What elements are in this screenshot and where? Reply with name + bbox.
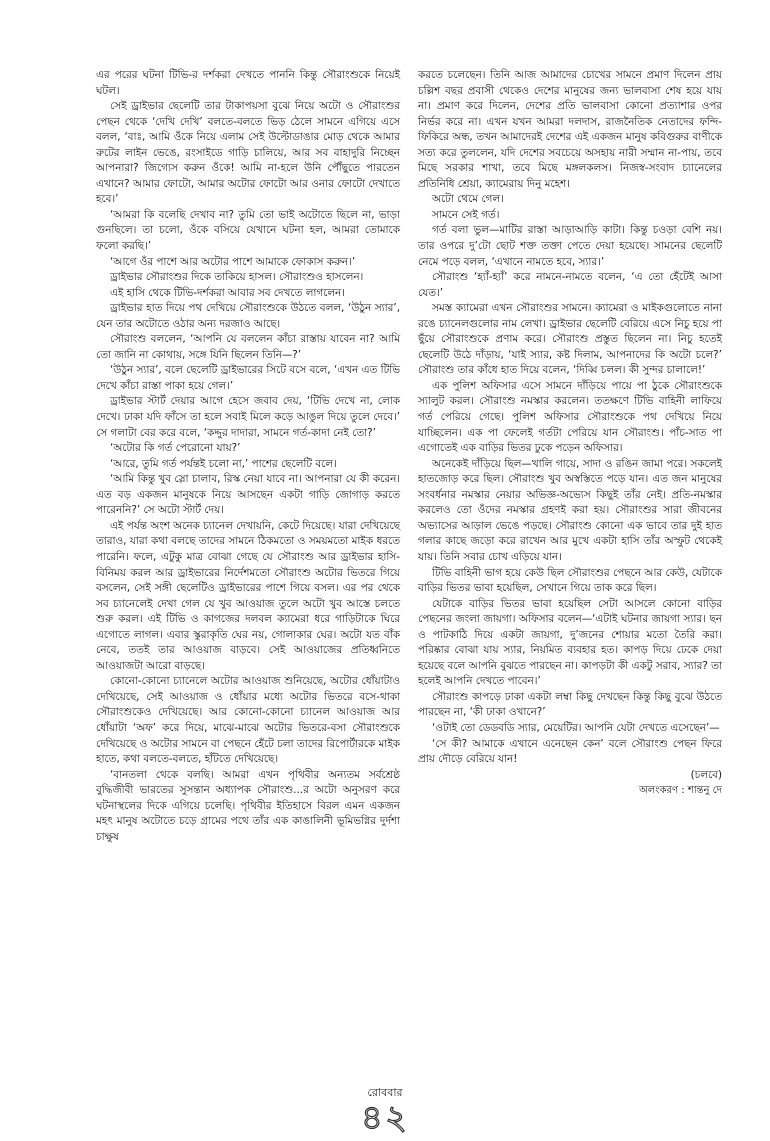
illustration-credit: অলংকরণ : শান্তনু দে [639, 785, 722, 797]
paragraph: ‘উঠুন স্যার’, বলে ছেলেটি ড্রাইভারের সিটে বসে বলে, ‘এখন এত টিভি দেখে কাঁচা রাস্তা পাকা হয়ে গেল।’ [96, 364, 400, 392]
paragraph: সমস্ত ক্যামেরা এখন সৌরাংশুর সামনে। ক্যামেরা ও মাইকগুলোতে নানা রঙে চ্যানেলগুলোর নাম লেখা। ড্রাইভার ছেলেটি বেরিয়ে এসে নিচু হয়ে পা ছুঁয়ে সৌরাংশুকে প্রণাম করে। সৌরাংশু প্রস্তুত ছিলেন না। নিচু হতেই ছেলেটি উঠে দাঁড়ায়, ‘যাই স্যার, কষ্ট দিলাম, আপনাদের কি অটো চলে?’ সৌরাংশু তার কাঁধে হাত দিয়ে বলেন, ‘দিব্বি চলল। কী সুন্দর চালালে!’ [418, 302, 722, 377]
paragraph: অটো থেমে গেল। [432, 193, 504, 206]
paragraph: ‘আমি কিন্তু খুব স্লো চালাব, রিস্ক নেয়া যাবে না। আপনারা যে কী করেন। এত বড় একজন মানুষকে নিয়ে আসছেন একটা গাড়ি জোগাড় করতে পারেননি?’ সে অটো স্টার্ট দেয়। [96, 473, 400, 517]
paragraph: সৌরাংশু কাপড়ে ঢাকা একটা লম্বা কিছু দেখছেন কিন্তু কিছু বুঝে উঠতে পারছেন না, ‘কী ঢাকা ওখানে?’ [418, 690, 722, 719]
paragraph: এক পুলিশ অফিসার এসে সামনে দাঁড়িয়ে পায়ে পা ঠুকে সৌরাংশুকে স্যালুট করল। সৌরাংশু নমস্কার করলেন। ততক্ষণে টিভি বাহিনী লাফিয়ে গর্ত পেরিয়ে গেছে। পুলিশ অফিসার সৌরাংশুকে পথ দেখিয়ে নিয়ে যাচ্ছিলেন। এক পা ফেলেই গর্তটা পেরিয়ে যান সৌরাংশু। পাঁচ-সাত পা এগোতেই এক বাড়ির ভিতর ঢুকে পড়েন অফিসার। [418, 379, 722, 455]
left-text-column [96, 68, 400, 845]
paragraph: ড্রাইভার স্টার্ট দেয়ার আগে হেসে জবাব দেয়, ‘টিভি দেখে না, লোক দেখে। ঢাকা যদি ফাঁসে তা হলে সবাই মিলে কড়ে আঙুল দিয়ে তুলে দেবে।’ সে গলাটা বের করে বলে, ‘কদ্দুর দাদারা, সামনে গর্ত-কাদা নেই তো?’ [96, 395, 400, 439]
paragraph: ড্রাইভার হাত দিয়ে পথ দেখিয়ে সৌরাংশুকে উঠতে বলল, ‘উঠুন স্যার’, যেন তার অটোতে ওঠার অন্য দরজাও আছে। [96, 302, 400, 330]
page-footer [0, 1086, 770, 1136]
paragraph: ‘অটোর কি গর্ত পেরোনো যায়?’ [110, 442, 241, 455]
paragraph: সৌরাংশু বললেন, ‘আপনি যে বললেন কাঁচা রাস্তায় যাবেন না? আমি তো জানি না কোথায়, সঙ্গে যিনি ছিলেন তিনি—?’ [96, 333, 400, 361]
paragraph: ‘সে কী? আমাকে এখানে এনেছেন কেন’ বলে সৌরাংশু পেছন ফিরে প্রায় দৌড়ে বেরিয়ে যান! [418, 737, 722, 766]
paragraph: ‘ওটাই তো ডেডবডি স্যার, মেয়েটির। আপনি যেটা দেখতে এসেছেন’— [432, 721, 720, 734]
paragraph: ‘আগে ওঁর পাশে আর অটোর পাশে আমাকে ফোকাস করুন।’ [110, 255, 356, 268]
paragraph: এই হাসি থেকে টিভি-দর্শকরা আবার সব দেখতে লাগলেন। [110, 286, 345, 299]
magazine-name: রোববার [367, 1086, 403, 1099]
to-be-continued-note: (চলবে) [690, 768, 722, 781]
paragraph: ‘আমরা কি বলেছি দেখাব না? তুমি তো ভাই অটোতে ছিলে না, ভাড়া গুনছিলে। তা চলো, ওঁকে বসিয়ে যেখানে ঘটনা হল, আমরা তোমাকে ফলো করছি।’ [96, 208, 400, 253]
paragraph: এর পরের ঘটনা টিভি-র দর্শকরা দেখতে পাননি কিন্তু সৌরাংশুকে নিয়েই ঘটল। [96, 69, 400, 97]
paragraph: ‘আরে, তুমি গর্ত পর্যন্তই চলো না,’ পাশের ছেলেটি বলে। [110, 457, 337, 470]
paragraph: ড্রাইভার সৌরাংশুর দিকে তাকিয়ে হাসল। সৌরাংশুও হাসলেন। [110, 271, 364, 284]
paragraph: সেই ড্রাইভার ছেলেটি তার টাকাপয়সা বুঝে নিয়ে অটো ও সৌরাংশুর পেছন থেকে ‘দেখি দেখি’ বলতে-বলতে ভিড় ঠেলে সামনে এগিয়ে এসে বলল, ‘বাঃ, আমি ওঁকে নিয়ে এলাম সেই উল্টোডাঙার মোড় থেকে আমার রুটের লাইন ভেঙে, রংসাইডে গাড়ি চালিয়ে, আর সব বাহাদুরি নিচ্ছেন আপনারা? জিগ্যেস করুন ওঁকে! আমি না-হলে উনি পৌঁছুতে পারতেন এখানে? আমার ফোটো, আমার অটোর ফোটো আর ওনার ফোটো দেখাতে হবে।’ [96, 100, 400, 206]
paragraph: এই পর্যন্ত অংশ অনেক চ্যানেল দেখায়নি, কেটে দিয়েছে। যারা দেখিয়েছে তারাও, যারা কথা বলছে তাদের সামনে ঠিকমতো ও সময়মতো মাইক ধরতে পারেনি। ফলে, এটুকু মাত্র বোঝা গেছে যে সৌরাংশু আর ড্রাইভার হাসি-বিনিময় করল আর ড্রাইভারের নির্দেশমতো সৌরাংশু অটোর ভিতরে গিয়ে বসলেন, সেই সঙ্গী ছেলেটিও ড্রাইভারের পাশে গিয়ে বসল। এর পর থেকে সব চ্যানেলেই দেখা গেল যে খুব আওয়াজ তুলে অটো খুব আস্তে চলতে শুরু করল। এই টিভি ও কাগজের দলবল ক্যামেরা ধরে গাড়িটাকে ঘিরে এগোতে লাগল। এবার স্কুরাকৃতি ঘের নয়, গোলাকার ঘের। অটো যত বাঁক নেবে, ততই তার আওয়াজ বাড়বে। সেই আওয়াজের প্রতিধ্বনিতে আওয়াজটা আরো বাড়ছে। [96, 519, 400, 672]
right-text-column [418, 68, 722, 799]
paragraph: সৌরাংশু ‘হ্যাঁ-হ্যাঁ’ করে নামনে-নামতে বলেন, ‘এ তো হেঁটেই আসা যেত।’ [418, 271, 722, 299]
paragraph: গর্ত বলা ভুল—মাটির রাস্তা আড়াআড়ি কাটা। কিন্তু চওড়া বেশি নয়। তার ওপরে দু’টো ছোট শক্ত তক্তা পেতে দেয়া হয়েছে। সামনের ছেলেটি নেমে পড়ে বলল, ‘এখানে নামতে হবে, স্যার।’ [418, 224, 722, 268]
paragraph: ‘বানতলা থেকে বলছি। আমরা এখন পৃথিবীর অন্যতম সর্বশ্রেষ্ঠ বুদ্ধিজীবী ভারতের সুসন্তান অধ্যাপক সৌরাংশু...র অটো অনুসরণ করে ঘটনাস্থলের দিকে এগিয়ে চলেছি। পৃথিবীর ইতিহাসে বিরল এমন একজন মহৎ মানুষ অটোতে চড়ে গ্রামের পথে তাঁর এক কাঙালিনী ভূমিভগ্নির দুর্দশা চাক্ষুষ [96, 768, 400, 843]
paragraph: সামনে সেই গর্ত। [432, 208, 500, 221]
paragraph: করতে চলেছেন। তিনি আজ আমাদের চোখের সামনে প্রমাণ দিলেন প্রায় চল্লিশ বছর প্রবাসী থেকেও দেশের মানুষের জন্য ভালবাসা শেষ হয়ে যায় না। প্রমাণ করে দিলেন, দেশের প্রতি ভালবাসা কোনো প্রত্যাশার ওপর নির্ভর করে না। এখন যখন আমরা দলদাস, রাজনৈতিক নেতাদের ফন্দি-ফিকিরে অন্ধ, তখন আমাদেরই দেশের এই একজন মানুষ কবিগুরুর বাণীকে সত্য করে তুললেন, যদি দেশের সবচেয়ে অসহায় নারী সম্মান না-পায়, তবে মিছে সরকার শাখা, তবে মিছে মঙ্গলকলস। নিজস্ব-সংবাদ চ্যানেলের প্রতিনিধি শ্রেয়া, ক্যামেরায় দিনু মহেশ। [418, 69, 722, 190]
page-number: ৪২ [360, 1098, 410, 1138]
paragraph: টিভি বাহিনী ভাগ হয়ে কেউ ছিল সৌরাংশুর পেছনে আর কেউ, যেটাকে বাড়ির ভিতর ভাবা হয়েছিল, সেখানে গিয়ে তাক করে ছিল। [418, 566, 722, 595]
paragraph: অনেকেই দাঁড়িয়ে ছিল—খালি গায়ে, সাদা ও রঙিন জামা পরে। সকলেই হাতজোড় করে ছিল। সৌরাংশু খুব অস্বস্তিতে পড়ে যান। এত জন মানুষের সংবর্ধনার নমস্কার নেয়ার অভিজ্ঞ-অভ্যেস কিছুই তাঁর নেই। প্রতি-নমস্কার করলেও তো ওঁদের নমস্কার গ্রহণই করা হয়। সৌরাংশুর সারা জীবনের অভ্যাসের আড়াল ভেঙে পড়ছে। সৌরাংশু কোনো এক ভাবে তার দুই হাত গলার কাছে জড়ো করে রাখেন আর মুখে একটা হাসি তাঁর অস্ফুট থেকেই যায়। তিনি সবার চোখ এড়িয়ে যান। [418, 457, 722, 563]
paragraph: যেটাকে বাড়ির ভিতর ভাবা হয়েছিল সেটা আসলে কোনো বাড়ির পেছনের জংলা জায়গা। অফিসার বলেন—‘এটাই ঘটনার জায়গা স্যার। ছন ও পাটকাঠি দিয়ে একটা জায়গা, দু’জনের শোয়ার মতো তৈরি করা। পরিষ্কার বোঝা যায় স্যার, নিয়মিত ব্যবহার হত। কাপড় দিয়ে ঢেকে দেয়া হয়েছে বলে আপনি বুঝতে পারছেন না। কাপড়টা কী একটু সরাব, স্যার? তা হলেই আপনি দেখতে পাবেন।’ [418, 597, 722, 688]
paragraph: কোনো-কোনো চ্যানেলে অটোর আওয়াজ শুনিয়েছে, অটোর ধোঁয়াটাও দেখিয়েছে, সেই আওয়াজ ও ধোঁয়ার মধ্যে অটোর ভিতরে বসে-থাকা সৌরাংশুকেও দেখিয়েছে। আর কোনো-কোনো চ্যানেল আওয়াজ আর ধোঁয়াটা ‘অফ’ করে দিয়ে, মাঝে-মাঝে অটোর ভিতরে-বসা সৌরাংশুকে দেখিয়েছে ও অটোর সামনে বা পেছনে হেঁটে চলা তাদের রিপোর্টারকে মাইক হাতে, কথা বলতে-বলতে, হাঁটতে দেখিয়েছে। [96, 675, 400, 766]
